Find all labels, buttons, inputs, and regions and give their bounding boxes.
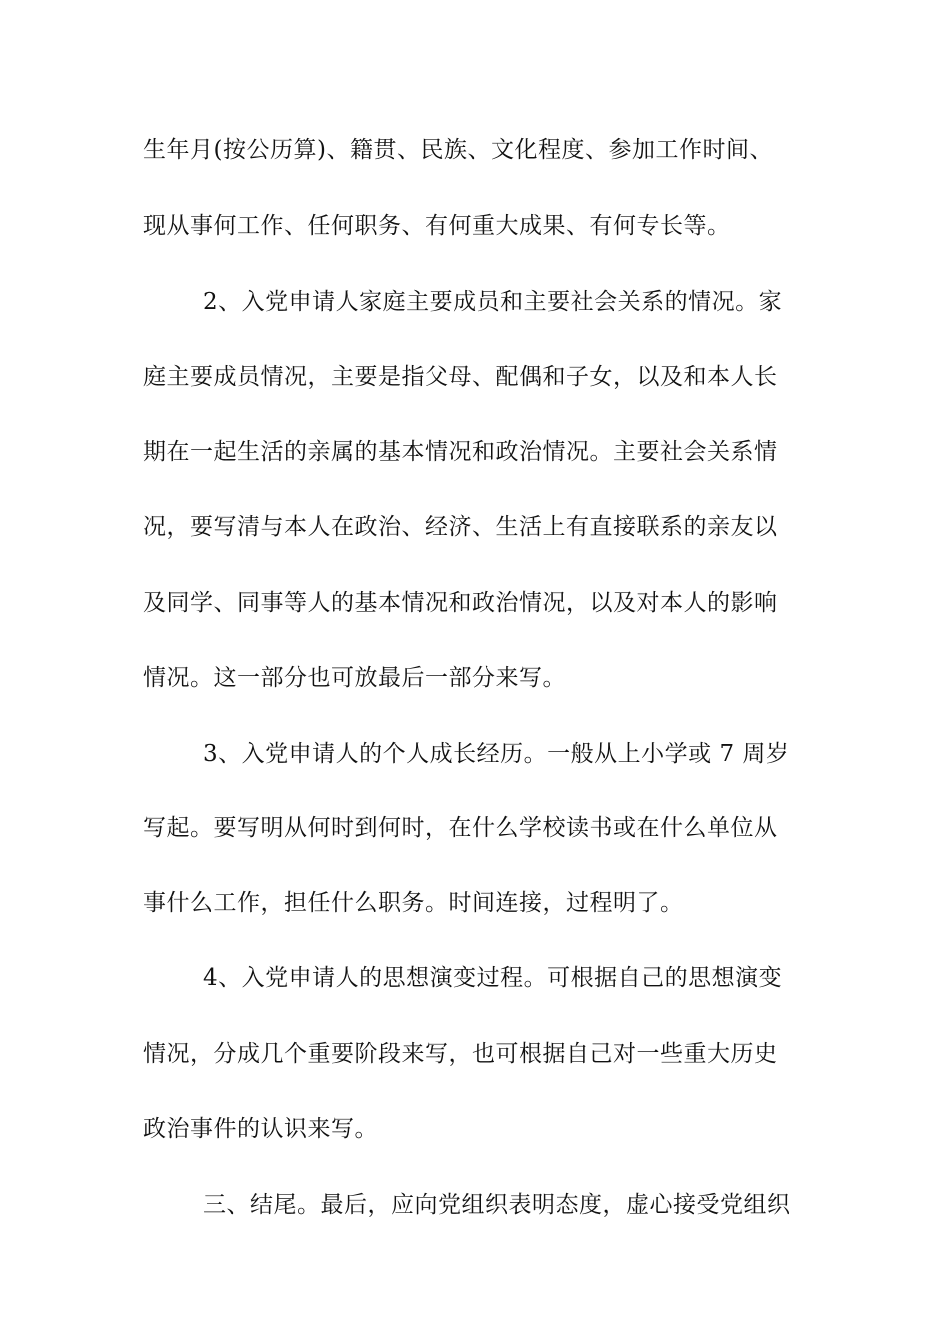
text-line-2: 现从事何工作、任何职务、有何重大成果、有何专长等。 [143, 213, 731, 239]
text-line-7: 及同学、同事等人的基本情况和政治情况，以及对本人的影响 [143, 590, 778, 616]
text-line-9: 3、入党申请人的个人成长经历。一般从上小学或 7 周岁 [203, 741, 790, 767]
text-line-4: 庭主要成员情况，主要是指父母、配偶和子女，以及和本人长 [143, 364, 778, 390]
text-line-10: 写起。要写明从何时到何时，在什么学校读书或在什么单位从 [143, 815, 778, 841]
text-line-12: 4、入党申请人的思想演变过程。可根据自己的思想演变 [203, 965, 783, 991]
text-line-6: 况，要写清与本人在政治、经济、生活上有直接联系的亲友以 [143, 514, 778, 540]
text-line-5: 期在一起生活的亲属的基本情况和政治情况。主要社会关系情 [143, 439, 778, 465]
text-line-13: 情况，分成几个重要阶段来写，也可根据自己对一些重大历史 [143, 1041, 778, 1067]
text-line-3: 2、入党申请人家庭主要成员和主要社会关系的情况。家 [203, 289, 783, 315]
text-line-1: 生年月(按公历算)、籍贯、民族、文化程度、参加工作时间、 [143, 137, 773, 163]
text-line-15: 三、结尾。最后，应向党组织表明态度，虚心接受党组织 [203, 1192, 791, 1218]
text-line-11: 事什么工作，担任什么职务。时间连接，过程明了。 [143, 890, 684, 916]
text-line-14: 政治事件的认识来写。 [143, 1116, 378, 1142]
text-line-8: 情况。这一部分也可放最后一部分来写。 [143, 665, 566, 691]
